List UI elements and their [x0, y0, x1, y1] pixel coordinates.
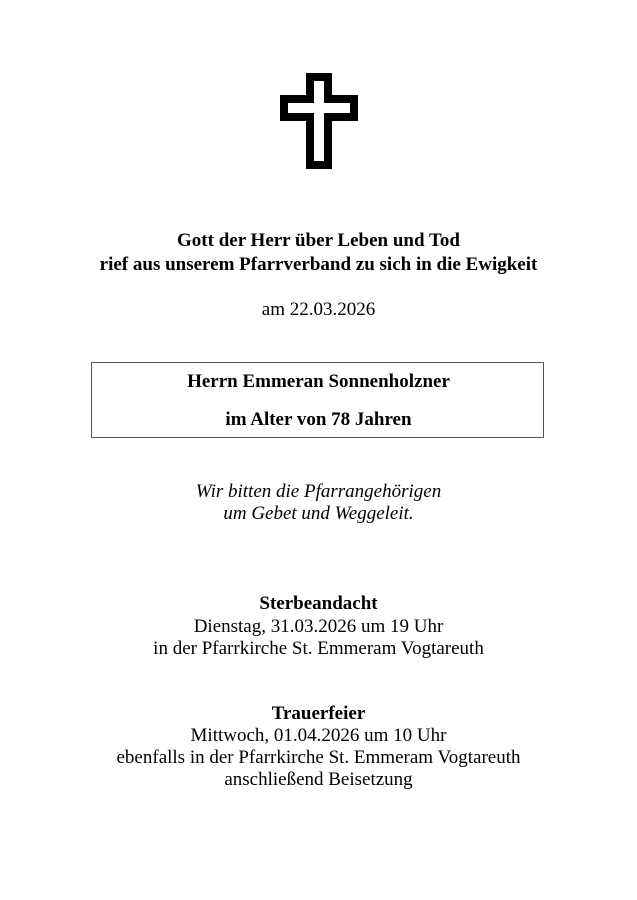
trauerfeier-title: Trauerfeier: [271, 703, 366, 724]
trauerfeier-date: Mittwoch, 01.04.2026 um 10 Uhr: [190, 725, 447, 746]
heading-line-1: Gott der Herr über Leben und Tod: [177, 230, 460, 251]
sterbeandacht-date: Dienstag, 31.03.2026 um 19 Uhr: [193, 616, 444, 637]
deceased-name: Herrn Emmeran Sonnenholzner: [187, 371, 450, 392]
deceased-box: [91, 362, 544, 438]
cross-icon: [279, 72, 359, 170]
deceased-age: im Alter von 78 Jahren: [225, 409, 412, 430]
trauerfeier-location: ebenfalls in der Pfarrkirche St. Emmeram Vogtareuth: [116, 747, 521, 768]
death-date: am 22.03.2026: [261, 299, 376, 320]
trauerfeier-burial: anschließend Beisetzung: [224, 769, 413, 790]
request-line-2: um Gebet und Weggeleit.: [223, 503, 414, 524]
sterbeandacht-location: in der Pfarrkirche St. Emmeram Vogtareuth: [153, 638, 484, 659]
sterbeandacht-title: Sterbeandacht: [259, 593, 378, 614]
heading-line-2: rief aus unserem Pfarrverband zu sich in die Ewigkeit: [99, 254, 538, 275]
request-line-1: Wir bitten die Pfarrangehörigen: [195, 481, 442, 502]
